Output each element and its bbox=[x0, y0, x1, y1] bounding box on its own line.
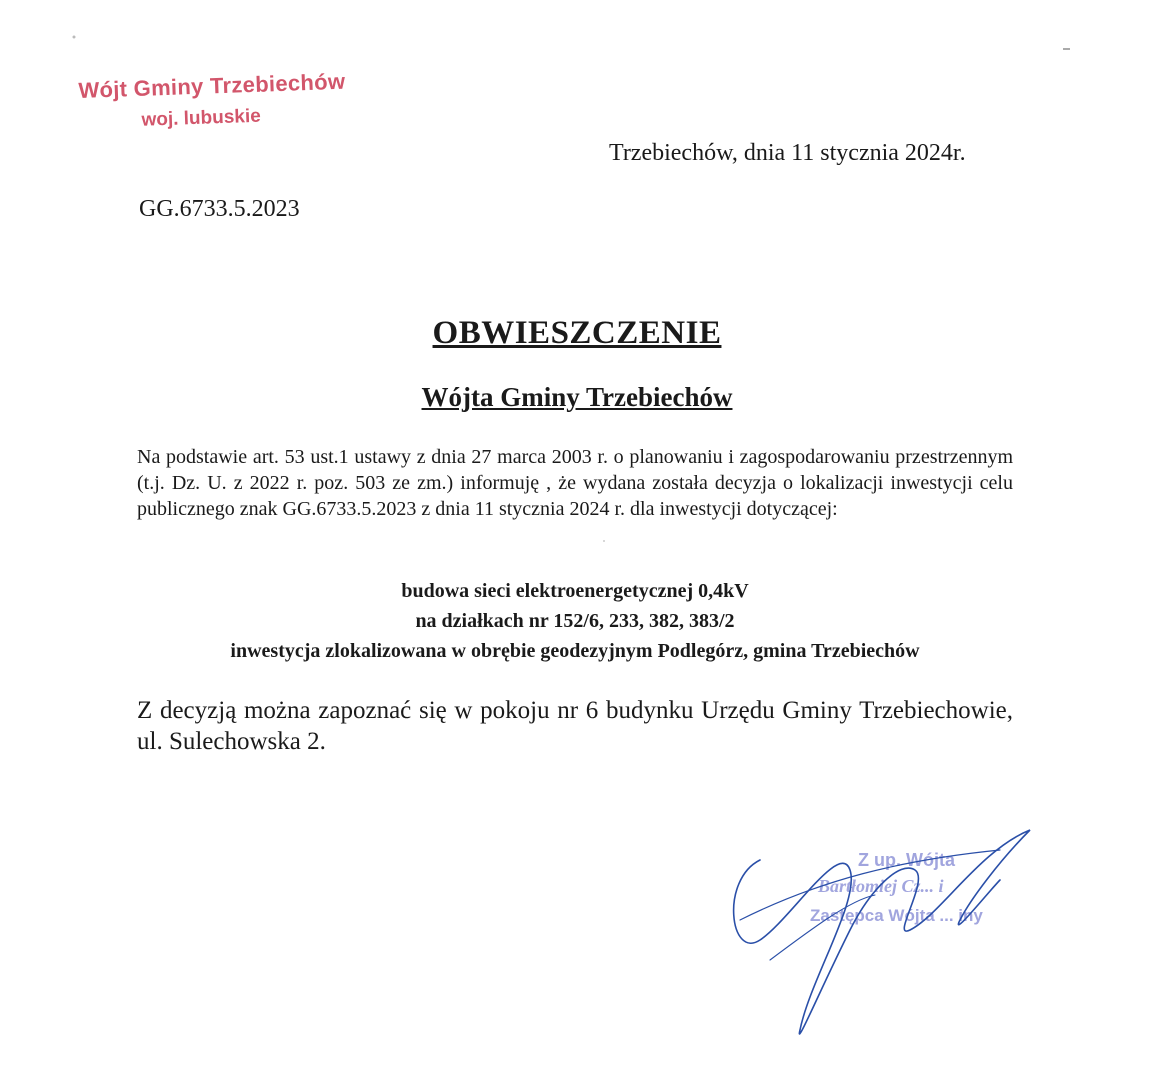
document-subtitle: Wójta Gminy Trzebiechów bbox=[421, 382, 733, 412]
signature-stamp-line-3: Zastępca Wójta ... iny bbox=[810, 906, 983, 925]
document-title: OBWIESZCZENIE bbox=[432, 315, 722, 351]
office-stamp-title: Wójt Gminy Trzebiechów bbox=[78, 68, 346, 103]
body-paragraph: Na podstawie art. 53 ust.1 ustawy z dnia 27 marca 2003 r. o planowaniu i zagospodarowaniu przestrzennym (t.j. Dz. U. z 2022 r. poz. 503 ze zm.) informuję , że wydana została decyzja o lokalizacji inwestycji celu publicznego znak GG.6733.5.2023 z dnia 11 stycznia 2024 r. dla inwestycji dotyczącej: bbox=[137, 446, 1013, 520]
investment-line-2: na działkach nr 152/6, 233, 382, 383/2 bbox=[415, 610, 735, 632]
investment-line-1: budowa sieci elektroenergetycznej 0,4kV bbox=[401, 580, 749, 602]
investment-line-3: inwestycja zlokalizowana w obrębie geodezyjnym Podlegórz, gmina Trzebiechów bbox=[230, 640, 920, 662]
handwritten-signature bbox=[700, 820, 1040, 1050]
document-date: Trzebiechów, dnia 11 stycznia 2024r. bbox=[609, 140, 966, 166]
signature-stamp-line-2: Bartłomiej Cz... i bbox=[818, 876, 944, 896]
reference-number: GG.6733.5.2023 bbox=[139, 196, 300, 222]
signature-stamp-line-1: Z up. Wójta bbox=[858, 850, 955, 870]
investment-description bbox=[137, 576, 1013, 666]
office-stamp bbox=[78, 69, 347, 134]
info-paragraph: Z decyzją można zapoznać się w pokoju nr 6 budynku Urzędu Gminy Trzebiechowie, ul. Sulechowska 2. bbox=[137, 697, 1013, 755]
office-stamp-region: woj. lubuskie bbox=[141, 105, 262, 131]
